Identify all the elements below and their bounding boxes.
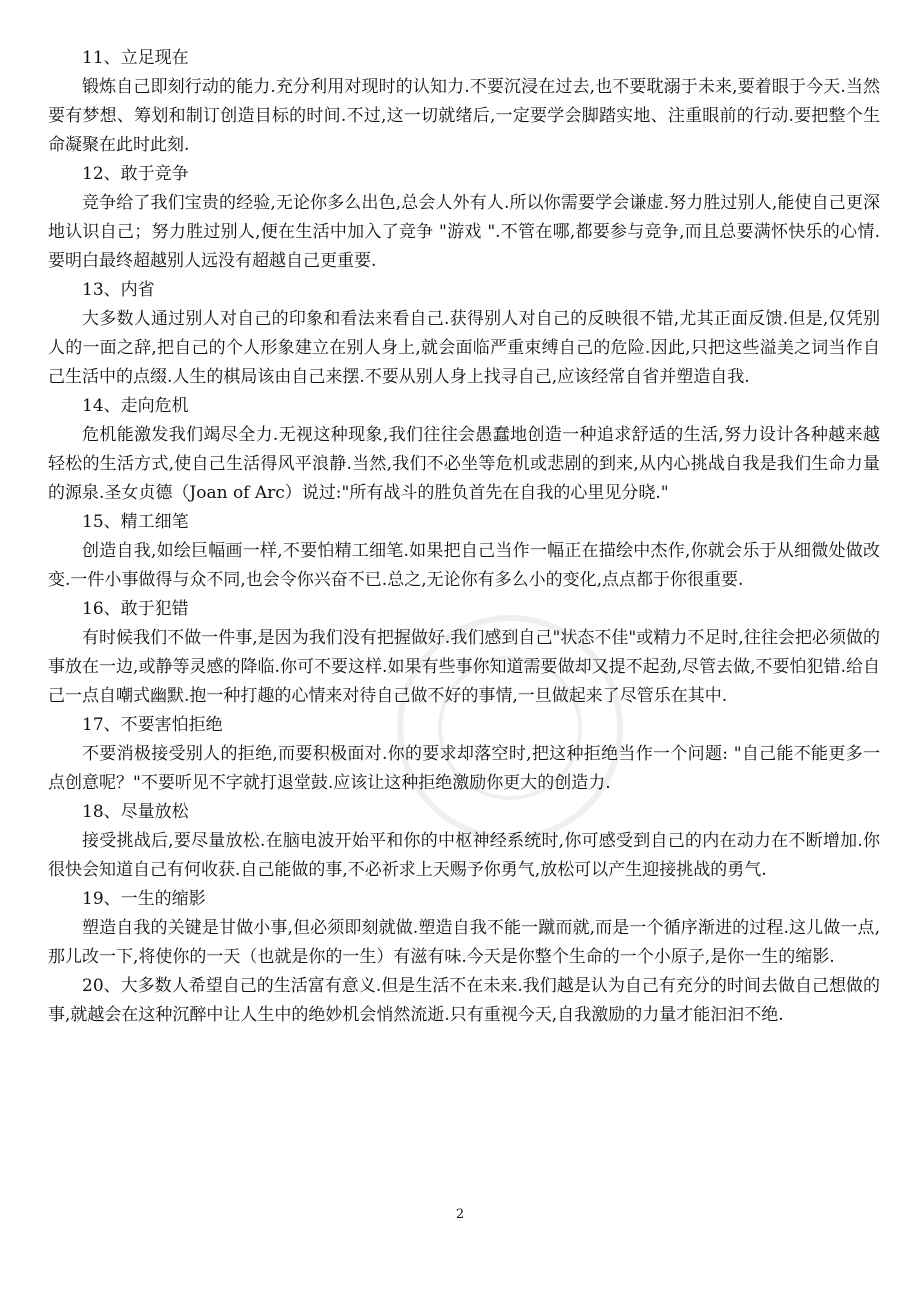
section-paragraph: 接受挑战后,要尽量放松.在脑电波开始平和你的中枢神经系统时,你可感受到自己的内在动力在不断增加.你很快会知道自己有何收获.自己能做的事,不必祈求上天赐予你勇气,放松可以产生迎接挑战的勇气. [48,831,880,880]
page-number: 2 [455,1207,465,1222]
document-body [48,44,880,1030]
section-paragraph: 竞争给了我们宝贵的经验,无论你多么出色,总会人外有人.所以你需要学会谦虚.努力胜过别人,能使自己更深地认识自己；努力胜过别人,便在生活中加入了竞争 "游戏 ".不管在哪,都要参与竞争,而且总要满怀快乐的心情.要明白最终超越别人远没有超越自己更重要. [48,193,880,271]
section-16 [48,595,880,711]
section-paragraph: 塑造自我的关键是甘做小事,但必须即刻就做.塑造自我不能一蹴而就,而是一个循序渐进的过程.这儿做一点,那儿改一下,将使你的一天（也就是你的一生）有滋有味.今天是你整个生命的一个小原子,是你一生的缩影. [48,918,880,967]
section-paragraph: 大多数人通过别人对自己的印象和看法来看自己.获得别人对自己的反映很不错,尤其正面反馈.但是,仅凭别人的一面之辞,把自己的个人形象建立在别人身上,就会面临严重束缚自己的危险.因此,只把这些溢美之词当作自己生活中的点缀.人生的棋局该由自己来摆.不要从别人身上找寻自己,应该经常自省并塑造自我. [48,309,880,387]
section-17 [48,711,880,798]
section-heading: 12、敢于竞争 [82,164,189,184]
section-13 [48,276,880,392]
section-paragraph: 20、大多数人希望自己的生活富有意义.但是生活不在未来.我们越是认为自己有充分的时间去做自己想做的事,就越会在这种沉醉中让人生中的绝妙机会悄然流逝.只有重视今天,自我激励的力量才能汩汩不绝. [48,976,880,1025]
section-paragraph: 创造自我,如绘巨幅画一样,不要怕精工细笔.如果把自己当作一幅正在描绘中杰作,你就会乐于从细微处做改变.一件小事做得与众不同,也会令你兴奋不已.总之,无论你有多么小的变化,点点都于你很重要. [48,541,880,590]
section-heading: 13、内省 [82,280,155,300]
section-heading: 16、敢于犯错 [82,599,189,619]
section-heading: 17、不要害怕拒绝 [82,715,223,735]
section-paragraph: 不要消极接受别人的拒绝,而要积极面对.你的要求却落空时,把这种拒绝当作一个问题: "自己能不能更多一点创意呢？"不要听见不字就打退堂鼓.应该让这种拒绝激励你更大的创造力. [48,744,880,793]
section-heading: 19、一生的缩影 [82,889,206,909]
section-11 [48,44,880,160]
section-heading: 11、立足现在 [82,48,189,68]
section-paragraph: 有时候我们不做一件事,是因为我们没有把握做好.我们感到自己"状态不佳"或精力不足时,往往会把必须做的事放在一边,或静等灵感的降临.你可不要这样.如果有些事你知道需要做却又提不起劲,尽管去做,不要怕犯错.给自己一点自嘲式幽默.抱一种打趣的心情来对待自己做不好的事情,一旦做起来了尽管乐在其中. [48,628,880,706]
section-20 [48,972,880,1030]
section-14 [48,392,880,508]
section-12 [48,160,880,276]
section-15 [48,508,880,595]
section-paragraph: 危机能激发我们竭尽全力.无视这种现象,我们往往会愚蠢地创造一种追求舒适的生活,努力设计各种越来越轻松的生活方式,使自己生活得风平浪静.当然,我们不必坐等危机或悲剧的到来,从内心挑战自我是我们生命力量的源泉.圣女贞德（Joan of Arc）说过:"所有战斗的胜负首先在自我的心里见分晓." [48,425,880,503]
section-18 [48,798,880,885]
section-heading: 15、精工细笔 [82,512,189,532]
section-paragraph: 锻炼自己即刻行动的能力.充分利用对现时的认知力.不要沉浸在过去,也不要耽溺于未来,要着眼于今天.当然要有梦想、筹划和制订创造目标的时间.不过,这一切就绪后,一定要学会脚踏实地、注重眼前的行动.要把整个生命凝聚在此时此刻. [48,77,880,155]
section-19 [48,885,880,972]
section-heading: 14、走向危机 [82,396,189,416]
section-heading: 18、尽量放松 [82,802,189,822]
